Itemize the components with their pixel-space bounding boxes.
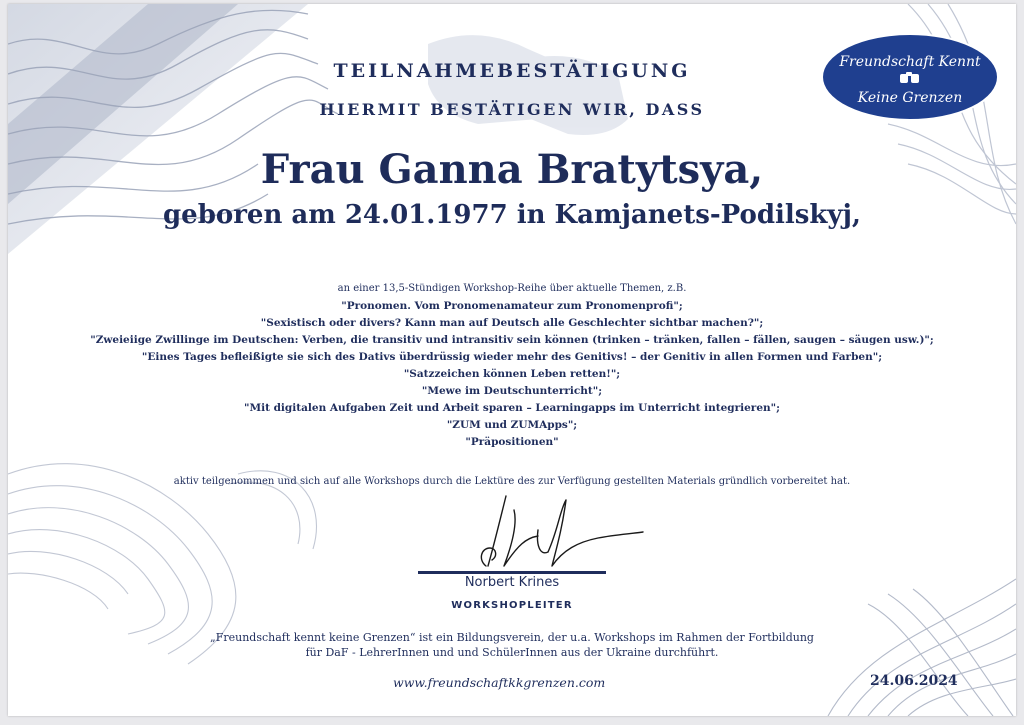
logo-text-line2: Keine Grenzen: [857, 90, 963, 106]
topic-item: "Mewe im Deutschunterricht";: [421, 385, 603, 397]
topics-list: [8, 298, 1016, 451]
topic-item: "Satzzeichen können Leben retten!";: [403, 368, 621, 380]
certificate-subtitle: HIERMIT BESTÄTIGEN WIR, DASS: [319, 100, 705, 119]
website-link[interactable]: www.freundschaftkkgrenzen.com: [393, 675, 606, 690]
intro-text: an einer 13,5-Stündigen Workshop-Reihe über aktuelle Themen, z.B.: [337, 283, 687, 294]
outro-text: aktiv teilgenommen und sich auf alle Workshops durch die Lektüre des zur Verfügung gestellten Materials gründlich vorbereitet hat.: [173, 476, 851, 487]
topic-item: "Präpositionen": [465, 436, 559, 448]
topic-item: "ZUM und ZUMApps";: [446, 419, 578, 431]
topic-item: "Eines Tages befleißigte sie sich des Dativs überdrüssig wieder mehr des Genitivs! – der Genitiv in allen Formen und Farben";: [141, 351, 883, 363]
logo-text-line1: Freundschaft Kennt: [839, 54, 981, 70]
topic-item: "Zweieiige Zwillinge im Deutschen: Verben, die transitiv und intransitiv sein können (trinken – tränken, fallen – fällen, saugen – säugen usw.)";: [90, 334, 934, 346]
leader-name: Norbert Krines: [464, 575, 560, 590]
participant-birth: geboren am 24.01.1977 in Kamjanets-Podilskyj,: [162, 200, 861, 230]
footer-line-2: für DaF - LehrerInnen und und SchülerInnen aus der Ukraine durchführt.: [305, 646, 719, 659]
signature: [448, 490, 648, 572]
footer-line-1: „Freundschaft kennt keine Grenzen“ ist ein Bildungsverein, der u.a. Workshops im Rahmen der Fortbildung: [210, 631, 814, 644]
signature-line: [418, 571, 606, 574]
leader-role: WORKSHOPLEITER: [451, 600, 573, 611]
issue-date: 24.06.2024: [870, 673, 958, 689]
certificate-title: TEILNAHMEBESTÄTIGUNG: [333, 60, 691, 82]
topic-item: "Pronomen. Vom Pronomenamateur zum Pronomenprofi";: [341, 300, 683, 312]
certificate-page: [8, 4, 1016, 716]
topic-item: "Mit digitalen Aufgaben Zeit und Arbeit sparen – Learningapps im Unterricht integrieren";: [244, 402, 780, 414]
topic-item: "Sexistisch oder divers? Kann man auf Deutsch alle Geschlechter sichtbar machen?";: [260, 317, 764, 329]
participant-name: Frau Ganna Bratytsya,: [260, 146, 764, 193]
